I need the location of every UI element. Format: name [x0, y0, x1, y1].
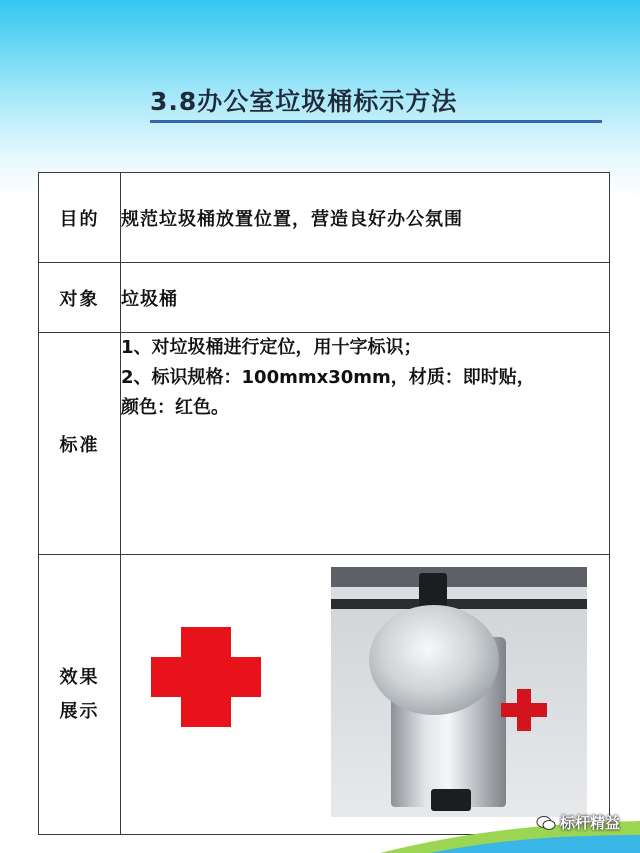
title-underline	[150, 120, 602, 123]
row-label: 对象	[39, 263, 121, 333]
row-label	[39, 555, 121, 835]
row-label-line: 效果	[59, 666, 100, 688]
watermark-text: 标杆精益	[559, 814, 620, 832]
standard-line: 2、标识规格：100mmx30mm，材质：即时贴，	[121, 367, 535, 388]
trash-bin-photo	[331, 567, 587, 817]
row-label: 目的	[39, 173, 121, 263]
standard-line: 1、对垃圾桶进行定位，用十字标识；	[121, 337, 422, 358]
table-row-standard	[39, 333, 610, 555]
photo-baseboard	[331, 599, 587, 609]
standard-line: 颜色：红色。	[121, 397, 229, 418]
effect-cell	[121, 555, 610, 835]
row-label-line: 展示	[59, 700, 100, 722]
bin-lid	[369, 605, 499, 715]
photo-wall	[331, 567, 587, 587]
bin-pedal	[431, 789, 471, 811]
row-label: 标准	[39, 333, 121, 555]
page-title: 3.8办公室垃圾桶标示方法	[150, 87, 458, 116]
red-cross-marker-icon	[501, 689, 547, 731]
table-row-purpose	[39, 173, 610, 263]
row-content: 垃圾桶	[121, 263, 610, 333]
red-cross-icon	[151, 627, 261, 727]
row-content	[121, 333, 610, 555]
row-content: 规范垃圾桶放置位置，营造良好办公氛围	[121, 173, 610, 263]
wechat-icon	[536, 815, 556, 831]
table-row-effect	[39, 555, 610, 835]
standard-table	[38, 172, 610, 835]
table-row-object	[39, 263, 610, 333]
watermark	[536, 812, 620, 833]
